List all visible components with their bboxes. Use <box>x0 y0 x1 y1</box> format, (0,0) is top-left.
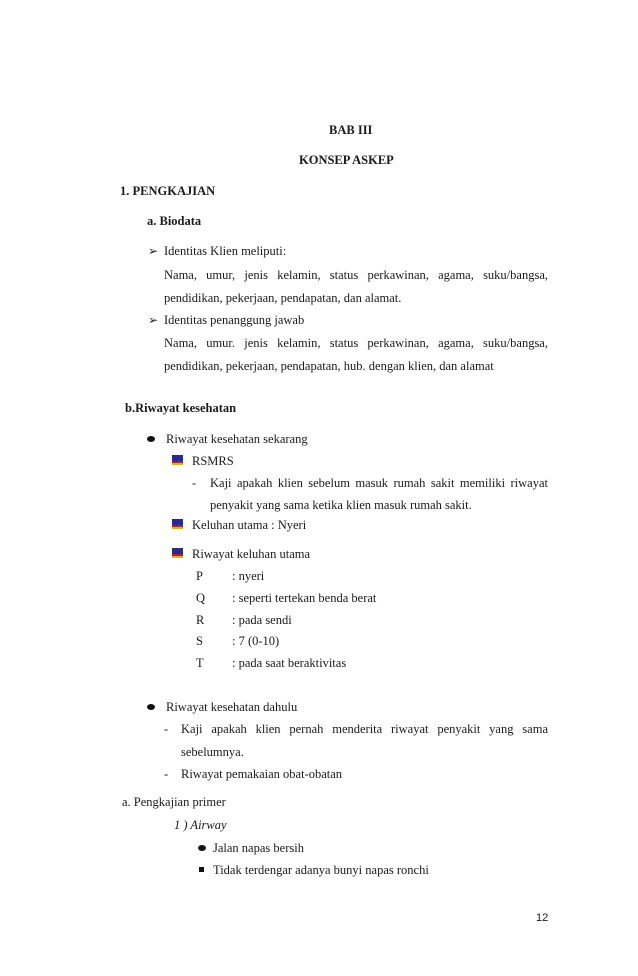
list-item-text: Jalan napas bersih <box>213 841 304 855</box>
chapter-heading: BAB III <box>329 123 373 137</box>
pqrst-key: T <box>196 656 204 670</box>
page-number: 12 <box>536 912 549 924</box>
airway-heading: 1 ) Airway <box>174 818 227 832</box>
pqrst-key: R <box>196 613 205 627</box>
flag-bullet-icon <box>172 519 183 529</box>
list-item-text: Kaji apakah klien pernah menderita riwayat penyakit yang sama <box>181 722 548 736</box>
list-item-text: pendidikan, pekerjaan, pendapatan, hub. dengan klien, dan alamat <box>164 359 494 373</box>
subsection-title: b.Riwayat kesehatan <box>125 401 237 415</box>
list-item-text: pendidikan, pekerjaan, pendapatan, dan alamat. <box>164 291 402 305</box>
list-item-text: penyakit yang sama ketika klien masuk rumah sakit. <box>210 498 472 512</box>
dash-bullet: - <box>164 722 169 736</box>
list-item-text: Riwayat pemakaian obat-obatan <box>181 767 343 781</box>
subsection-title: a. Pengkajian primer <box>122 795 226 809</box>
pqrst-key: Q <box>196 591 206 605</box>
round-bullet-icon <box>147 704 155 710</box>
list-item-text: Nama, umur. jenis kelamin, status perkawinan, agama, suku/bangsa, <box>164 336 548 350</box>
pqrst-value: : seperti tertekan benda berat <box>232 591 377 605</box>
arrow-bullet-icon: ➢ <box>148 313 159 327</box>
list-item-label: Riwayat kesehatan dahulu <box>166 700 298 714</box>
square-bullet-icon <box>199 867 204 872</box>
list-item-label: Identitas penanggung jawab <box>164 313 305 327</box>
list-item-label: Identitas Klien meliputi: <box>164 244 287 258</box>
list-item-label: RSMRS <box>192 454 234 468</box>
list-item-text: sebelumnya. <box>181 745 244 759</box>
dash-bullet: - <box>192 476 197 490</box>
list-item-text: Nama, umur, jenis kelamin, status perkawinan, agama, suku/bangsa, <box>164 268 548 282</box>
round-bullet-icon <box>147 436 155 442</box>
list-item-label: Riwayat kesehatan sekarang <box>166 432 308 446</box>
section-title: 1. PENGKAJIAN <box>120 184 216 198</box>
pqrst-value: : pada saat beraktivitas <box>232 656 347 670</box>
flag-bullet-icon <box>172 455 183 465</box>
pqrst-value: : 7 (0-10) <box>232 634 280 648</box>
round-bullet-icon <box>198 845 206 851</box>
subsection-title: a. Biodata <box>147 214 202 228</box>
chapter-title: KONSEP ASKEP <box>299 153 394 167</box>
pqrst-key: P <box>196 569 203 583</box>
dash-bullet: - <box>164 767 169 781</box>
arrow-bullet-icon: ➢ <box>148 244 159 258</box>
pqrst-value: : pada sendi <box>232 613 292 627</box>
pqrst-value: : nyeri <box>232 569 265 583</box>
list-item-label: Keluhan utama : Nyeri <box>192 518 307 532</box>
flag-bullet-icon <box>172 548 183 558</box>
list-item-text: Kaji apakah klien sebelum masuk rumah sakit memiliki riwayat <box>210 476 548 490</box>
list-item-text: Tidak terdengar adanya bunyi napas ronchi <box>213 863 429 877</box>
pqrst-key: S <box>196 634 203 648</box>
list-item-label: Riwayat keluhan utama <box>192 547 311 561</box>
